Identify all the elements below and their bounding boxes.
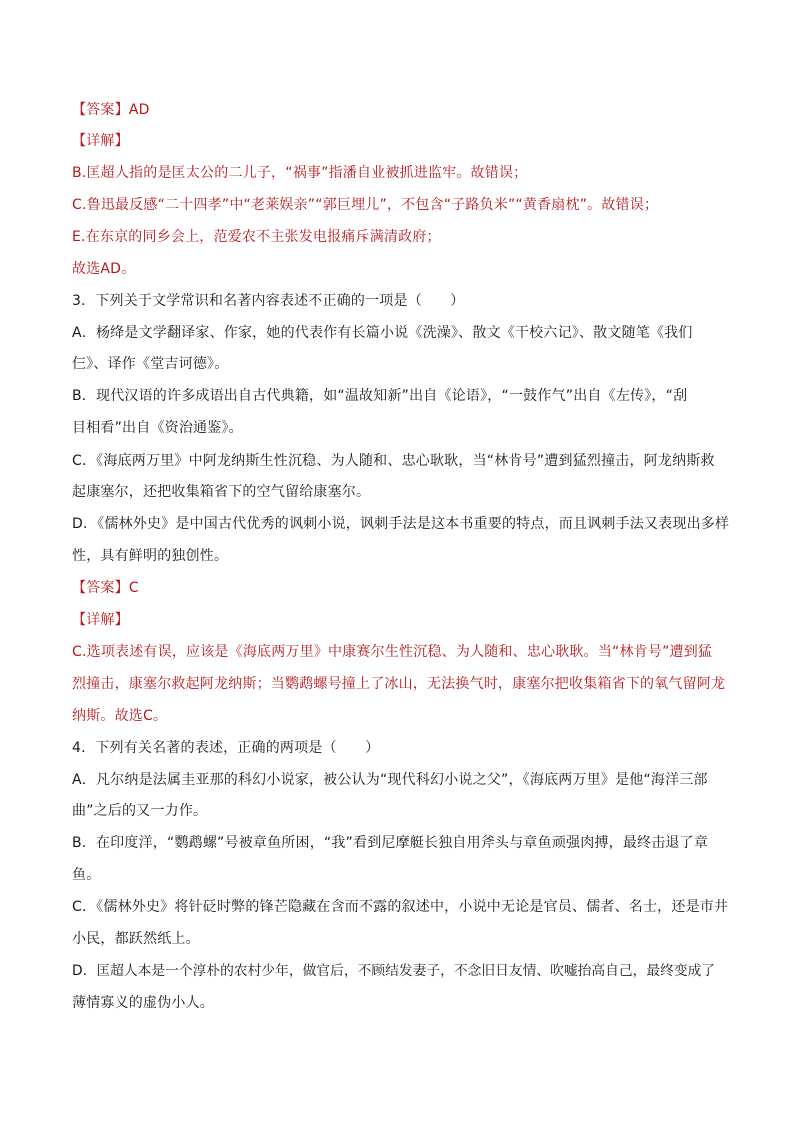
answer-label: 【答案】 <box>72 102 129 118</box>
explain-line: 故选AD。 <box>72 261 136 277</box>
answer-line-q3 <box>72 578 732 598</box>
explain-line: E.在东京的同乡会上，范爱农不主张发电报痛斥满清政府； <box>72 229 441 245</box>
option-line: 鱼。 <box>72 867 101 883</box>
option-line: C．《海底两万里》中阿龙纳斯生性沉稳、为人随和、忠心耿耿，当“林肯号”遭到猛烈撞击，阿龙纳斯救 <box>72 453 715 469</box>
option-line: D．《儒林外史》是中国古代优秀的讽刺小说，讽刺手法是这本书重要的特点，而且讽刺手法又表现出多样 <box>72 516 730 532</box>
option-line: D．匡超人本是一个淳朴的农村少年，做官后，不顾结发妻子，不念旧日友情、吹嘘抬高自己，最终变成了 <box>72 963 716 979</box>
option-line: C．《儒林外史》将针砭时弊的锋芒隐藏在含而不露的叙述中，小说中无论是官员、儒者、名士，还是市井 <box>72 899 729 915</box>
option-line: 性，具有鲜明的独创性。 <box>72 548 229 564</box>
option-line: 曲”之后的又一力作。 <box>72 803 208 819</box>
option-line: A．杨绛是文学翻译家、作家，她的代表作有长篇小说《洗澡》、散文《干校六记》、散文随笔《我们 <box>72 325 693 341</box>
answer-value: AD <box>128 102 150 118</box>
option-line: 薄情寡义的虚伪小人。 <box>72 995 214 1011</box>
explain-line: C.鲁迅最反感“二十四孝”中“老莱娱亲”“郭巨埋儿”，不包含“子路负米”“黄香扇枕”。故错误； <box>72 197 659 213</box>
explain-line: 烈撞击，康塞尔救起阿龙纳斯；当鹦鹉螺号撞上了冰山，无法换气时，康塞尔把收集箱省下的氧气留阿龙 <box>72 676 726 692</box>
option-line: 起康塞尔，还把收集箱省下的空气留给康塞尔。 <box>72 484 371 500</box>
answer-value: C <box>128 580 139 596</box>
option-line: B．现代汉语的许多成语出自古代典籍，如“温故知新”出自《论语》，“一鼓作气”出自《左传》，“刮 <box>72 388 688 404</box>
option-line: A．凡尔纳是法属圭亚那的科幻小说家，被公认为“现代科幻小说之父”，《海底两万里》是他“海洋三部 <box>72 772 708 788</box>
explain-line: 纳斯。故选C。 <box>72 708 168 724</box>
answer-label: 【答案】 <box>72 580 129 596</box>
explain-line: C.选项表述有误，应该是《海底两万里》中康赛尔生性沉稳、为人随和、忠心耿耿。当“林肯号”遭到猛 <box>72 644 713 660</box>
answer-line-q2 <box>72 100 732 120</box>
detail-label-q3 <box>72 610 732 630</box>
question-stem-q3: 3．下列关于文学常识和名著内容表述不正确的一项是（ ） <box>72 293 465 309</box>
option-line: B．在印度洋，“鹦鹉螺”号被章鱼所困，“我”看到尼摩艇长独自用斧头与章鱼顽强肉搏，最终击退了章 <box>72 835 709 851</box>
option-line: 小民，都跃然纸上。 <box>72 931 200 947</box>
detail-label-q2 <box>72 131 732 151</box>
option-line: 仨》、译作《堂吉诃德》。 <box>72 356 229 372</box>
question-stem-q4: 4．下列有关名著的表述，正确的两项是（ ） <box>72 740 380 756</box>
detail-label: 【详解】 <box>72 612 129 628</box>
detail-label: 【详解】 <box>72 133 129 149</box>
option-line: 目相看”出自《资治通鉴》。 <box>72 420 243 436</box>
explain-line: B.匡超人指的是匡太公的二儿子，“祸事”指潘自业被抓进监牢。故错误； <box>72 165 528 181</box>
